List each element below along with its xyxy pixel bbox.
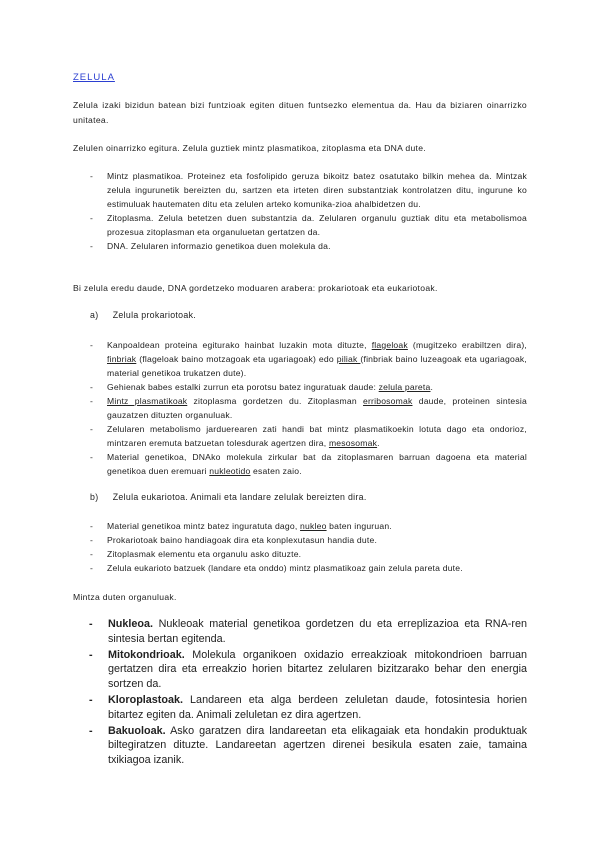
eukaryote-title: Zelula eukariotoa. Animali eta landare zelulak bereizten dira.	[112, 492, 367, 502]
organelles-heading: Mintza duten organuluak.	[73, 592, 177, 602]
list-item: - DNA. Zelularen informazio genetikoa duen molekula da.	[90, 239, 527, 253]
eukaryote-label: b)	[90, 492, 99, 502]
list-item: - Zelula eukarioto batzuek (landare eta onddo) mintz plasmatikoaz gain zelula pareta dute.	[90, 561, 527, 575]
list-item: - Zitoplasma. Zelula betetzen duen substantzia da. Zelularen organulu guztiak ditu eta metabolismoa prozesua zitoplasman eta organuluetan gertatzen da.	[90, 211, 527, 239]
organelles-list	[90, 617, 527, 769]
eukaryote-heading	[90, 492, 367, 502]
prokaryote-list	[90, 338, 527, 478]
list-item: - Zitoplasmak elementu eta organulu asko dituzte.	[90, 547, 527, 561]
list-item: - Material genetikoa mintz batez inguratuta dago, nukleo baten inguruan.	[90, 519, 527, 533]
list-item: - Gehienak babes estalki zurrun eta porotsu batez inguratuak daude: zelula pareta.	[90, 380, 527, 394]
list-item: - Mitokondrioak. Molekula organikoen oxidazio erreakzioak mitokondrioen barruan gertatzen dira eta erreakzio horien bitartez zelularen bizitzarako behar den energia sortzen da.	[90, 648, 527, 692]
list-item: - Zelularen metabolismo jarduerearen zati handi bat mintz plasmatikoekin lotuta dago eta ondorioz, mintzaren eremuta batzuetan tolesdurak agertzen dira, mesosomak.	[90, 422, 527, 450]
intro-paragraph: Zelula izaki bizidun batean bizi funtzioak egiten dituen funtsezko elementua da. Hau da biziaren oinarrizko unitatea.	[73, 100, 527, 125]
list-item: - Bakuoloak. Asko garatzen dira landareetan eta elikagaiak eta hondakin produktuak biltegiratzen dituzte. Landareetan agertzen direnei besikula esaten zaie, tamaina txikiagoa izanik.	[90, 724, 527, 768]
structure-list	[90, 169, 527, 253]
prokaryote-label: a)	[90, 310, 99, 320]
models-heading: Bi zelula eredu daude, DNA gordetzeko moduaren arabera: prokariotoak eta eukariotoak.	[73, 283, 438, 293]
list-item: - Kanpoaldean proteina egiturako hainbat luzakin mota dituzte, flageloak (mugitzeko erabiltzen dira), finbriak (flageloak baino motzagoak eta ugariagoak) edo piliak (finbriak baino luzeagoak eta ugariagoak, material genetikoa trukatzen dute).	[90, 338, 527, 380]
list-item: - Kloroplastoak. Landareen eta alga berdeen zeluletan daude, fotosintesia horien bitartez egiten da. Animali zeluletan ez dira agertzen.	[90, 693, 527, 723]
prokaryote-heading	[90, 310, 196, 320]
list-item: - Mintz plasmatikoak zitoplasma gordetzen du. Zitoplasman erribosomak daude, proteinen sintesia gauzatzen dituzten organuluak.	[90, 394, 527, 422]
list-item: - Prokariotoak baino handiagoak dira eta konplexutasun handia dute.	[90, 533, 527, 547]
list-item: - Mintz plasmatikoa. Proteinez eta fosfolipido geruza bikoitz batez osatutako bilkin mehea da. Mintzak zelula ingurunetik bereizten du, sartzen eta irteten diren substantziak kontrolatzen ditu, ingurune ko estimuluak hautematen ditu eta zelulen arteko komunika-zioa ahalbidetzen du.	[90, 169, 527, 211]
page-title[interactable]: ZELULA	[73, 72, 115, 83]
eukaryote-list	[90, 519, 527, 575]
structure-heading: Zelulen oinarrizko egitura. Zelula guztiek mintz plasmatikoa, zitoplasma eta DNA dute.	[73, 143, 426, 153]
list-item: - Material genetikoa, DNAko molekula zirkular bat da zitoplasmaren barruan dagoena eta material genetikoa duen eremuari nukleotido esaten zaio.	[90, 450, 527, 478]
prokaryote-title: Zelula prokariotoak.	[112, 310, 197, 320]
list-item: - Nukleoa. Nukleoak material genetikoa gordetzen du eta erreplizazioa eta RNA-ren sintesia bertan egitenda.	[90, 617, 527, 647]
